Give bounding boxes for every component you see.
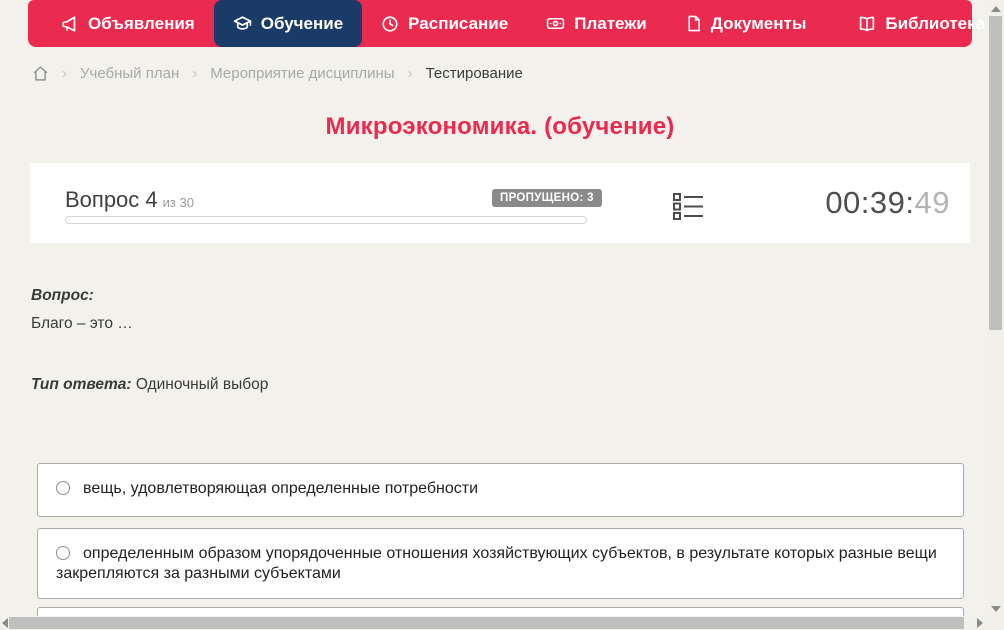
breadcrumb-study-plan[interactable]: Учебный план xyxy=(80,64,180,82)
scroll-up-arrow-icon[interactable] xyxy=(991,6,1001,12)
timer xyxy=(825,185,950,221)
question-total-label: из 30 xyxy=(162,195,194,210)
home-icon[interactable] xyxy=(32,65,49,82)
library-icon xyxy=(858,15,876,33)
scroll-right-arrow-icon[interactable] xyxy=(977,618,983,628)
radio-button[interactable] xyxy=(56,546,70,560)
breadcrumb-discipline-event[interactable]: Мероприятие дисциплины xyxy=(210,64,395,82)
scroll-left-arrow-icon[interactable] xyxy=(2,618,8,628)
cash-icon xyxy=(546,14,565,33)
nav-item-payments[interactable] xyxy=(527,0,666,47)
main-navigation xyxy=(28,0,986,47)
question-body xyxy=(31,287,951,394)
answer-type-label: Тип ответа: xyxy=(31,376,132,393)
nav-item-library[interactable] xyxy=(839,0,1004,47)
nav-item-label: Обучение xyxy=(260,13,344,33)
answer-type-value: Одиночный выбор xyxy=(135,376,269,393)
megaphone-icon xyxy=(61,15,79,33)
question-list-icon[interactable] xyxy=(671,191,706,227)
question-text: Благо – это … xyxy=(31,315,133,332)
answer-option-2[interactable] xyxy=(37,528,964,599)
nav-item-announcements[interactable] xyxy=(42,0,214,47)
scroll-down-arrow-icon[interactable] xyxy=(991,606,1001,612)
nav-item-schedule[interactable] xyxy=(362,0,527,47)
graduation-cap-icon xyxy=(233,14,252,33)
horizontal-scrollbar[interactable] xyxy=(0,616,987,630)
question-status-panel xyxy=(30,163,970,243)
answer-option-1[interactable] xyxy=(37,463,964,517)
answer-option-text: определенным образом упорядоченные отношения хозяйствующих субъектов, в результате которых разные вещи закрепляются за разными субъектами xyxy=(56,545,937,582)
nav-item-label: Библиотека xyxy=(885,13,986,33)
radio-button[interactable] xyxy=(56,481,70,495)
breadcrumb xyxy=(32,62,523,84)
breadcrumb-testing: Тестирование xyxy=(425,64,523,82)
question-number xyxy=(65,187,194,213)
nav-item-learning[interactable] xyxy=(214,0,362,47)
document-icon xyxy=(685,15,702,32)
vertical-scrollbar-thumb[interactable] xyxy=(989,16,1002,330)
question-number-label: Вопрос 4 xyxy=(65,187,158,212)
nav-item-label: Объявления xyxy=(88,13,195,33)
timer-main: 00:39: xyxy=(825,185,915,220)
nav-item-label: Платежи xyxy=(574,13,647,33)
question-label: Вопрос: xyxy=(31,287,94,304)
nav-item-documents[interactable] xyxy=(666,0,826,47)
clock-icon xyxy=(381,15,399,33)
answer-type-row xyxy=(31,376,951,394)
timer-seconds: 49 xyxy=(914,185,950,220)
vertical-scrollbar[interactable] xyxy=(987,0,1004,630)
breadcrumb-separator-icon: › xyxy=(62,64,67,82)
answer-option-text: вещь, удовлетворяющая определенные потребности xyxy=(83,480,479,497)
nav-item-label: Расписание xyxy=(408,13,509,33)
page-title: Микроэкономика. (обучение) xyxy=(325,113,675,140)
horizontal-scrollbar-thumb[interactable] xyxy=(9,617,964,629)
breadcrumb-separator-icon: › xyxy=(192,64,198,82)
progress-bar xyxy=(65,216,587,224)
skipped-badge: ПРОПУЩЕНО: 3 xyxy=(492,189,602,207)
breadcrumb-separator-icon: › xyxy=(407,64,413,82)
nav-item-label: Документы xyxy=(710,13,807,33)
